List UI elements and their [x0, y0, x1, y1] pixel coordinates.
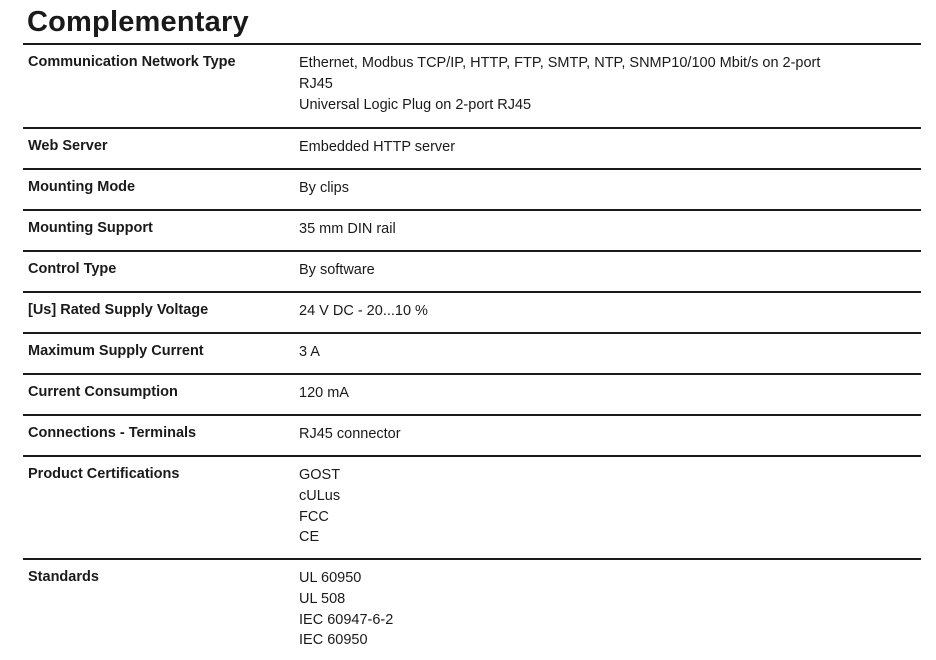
spec-value-line: IEC 60950 [299, 632, 368, 649]
spec-table [23, 43, 921, 660]
spec-row-web-server [23, 129, 921, 170]
spec-label: Mounting Support [28, 220, 153, 236]
spec-value-line: 24 V DC - 20...10 % [299, 303, 428, 319]
spec-row-standards [23, 560, 921, 660]
spec-value [299, 293, 921, 332]
spec-label: Standards [28, 569, 99, 585]
spec-value-line: cULus [299, 487, 341, 504]
spec-value [299, 45, 874, 127]
spec-row-mounting-mode [23, 170, 921, 211]
spec-value-line: 3 A [299, 344, 320, 360]
spec-value [299, 170, 921, 209]
spec-value-line: Universal Logic Plug on 2-port RJ45 [299, 96, 532, 113]
spec-value-line: Ethernet, Modbus TCP/IP, HTTP, FTP, SMTP, NTP, SNMP10/100 Mbit/s on 2-port [299, 55, 821, 71]
spec-value [299, 334, 921, 373]
spec-label: Web Server [28, 138, 108, 154]
spec-value-line: 35 mm DIN rail [299, 221, 396, 237]
spec-value [299, 457, 921, 558]
spec-label: Communication Network Type [28, 54, 236, 70]
spec-value-line: UL 508 [299, 590, 346, 607]
spec-row-current-consumption [23, 375, 921, 416]
spec-value-line: 120 mA [299, 385, 349, 401]
spec-value-line: IEC 60947-6-2 [299, 611, 394, 628]
spec-value [299, 375, 921, 414]
spec-value [299, 211, 921, 250]
spec-value-line: By clips [299, 180, 349, 196]
spec-value [299, 560, 921, 660]
spec-row-communication-network-type [23, 45, 921, 129]
spec-value-line: By software [299, 262, 375, 278]
spec-label: Product Certifications [28, 466, 180, 482]
spec-value-line: GOST [299, 467, 341, 483]
spec-value-line: UL 60950 [299, 570, 362, 586]
spec-label: Current Consumption [28, 384, 178, 400]
spec-label: Connections - Terminals [28, 425, 197, 441]
spec-row-control-type [23, 252, 921, 293]
spec-row-product-certifications [23, 457, 921, 560]
spec-label: Maximum Supply Current [28, 343, 204, 359]
spec-label: [Us] Rated Supply Voltage [28, 302, 209, 318]
spec-value-line: FCC [299, 508, 329, 525]
spec-value-line: Embedded HTTP server [299, 139, 456, 155]
spec-value [299, 416, 921, 455]
spec-label: Control Type [28, 261, 117, 277]
spec-value-line: RJ45 connector [299, 426, 401, 442]
spec-value [299, 252, 921, 291]
spec-value [299, 129, 921, 168]
section-title: Complementary [27, 6, 249, 38]
spec-row-maximum-supply-current [23, 334, 921, 375]
spec-value-line: CE [299, 529, 320, 546]
spec-label: Mounting Mode [28, 179, 136, 195]
spec-value-line: RJ45 [299, 75, 333, 92]
spec-row-mounting-support [23, 211, 921, 252]
spec-row-connections-terminals [23, 416, 921, 457]
spec-row-rated-supply-voltage [23, 293, 921, 334]
